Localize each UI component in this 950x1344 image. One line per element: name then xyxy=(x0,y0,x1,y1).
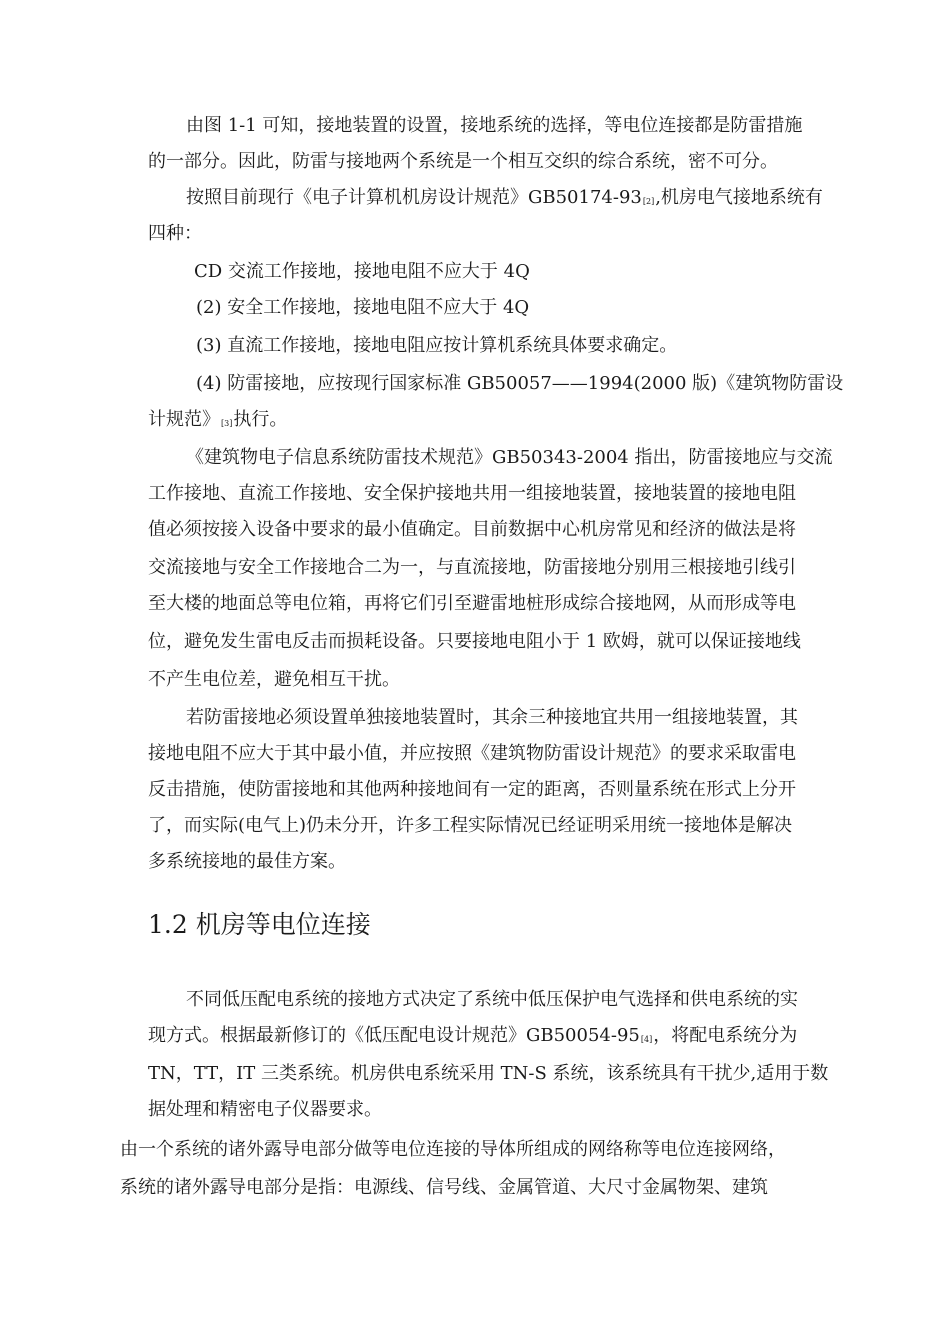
list-item-4-text-b: 执行。 xyxy=(233,409,288,430)
paragraph-6-line-1: 由一个系统的诸外露导电部分做等电位连接的导体所组成的网络称等电位连接网络， xyxy=(120,1139,786,1160)
list-item-4-line-1: (4) 防雷接地，应按现行国家标准 GB50057——1994(2000 版)《建筑物防雷设 xyxy=(196,373,844,394)
paragraph-5-line-2 xyxy=(148,1024,797,1051)
list-item-4-text-a: 计规范》 xyxy=(148,409,220,430)
paragraph-3-line-7: 不产生电位差，避免相互干扰。 xyxy=(148,669,400,690)
paragraph-4-line-2: 接地电阻不应大于其中最小值，并应按照《建筑物防雷设计规范》的要求采取雷电 xyxy=(148,743,796,764)
section-heading: 1.2 机房等电位连接 xyxy=(148,910,371,939)
paragraph-5-text-a: 现方式。根据最新修订的《低压配电设计规范》GB50054-95 xyxy=(148,1025,640,1046)
paragraph-4-line-5: 多系统接地的最佳方案。 xyxy=(148,851,346,872)
list-item-1: CD 交流工作接地，接地电阻不应大于 4Q xyxy=(194,261,530,282)
paragraph-3-line-3: 值必须按接入设备中要求的最小值确定。目前数据中心机房常见和经济的做法是将 xyxy=(148,519,796,540)
paragraph-2-line-1 xyxy=(186,186,823,213)
paragraph-2-text-a: 按照目前现行《电子计算机机房设计规范》GB50174-93 xyxy=(186,187,642,208)
paragraph-3-line-1: 《建筑物电子信息系统防雷技术规范》GB50343-2004 指出，防雷接地应与交流 xyxy=(186,447,833,468)
citation-ref-2: [2] xyxy=(642,197,655,206)
paragraph-2-line-2: 四种： xyxy=(148,223,202,244)
paragraph-1-line-1: 由图 1-1 可知，接地装置的设置，接地系统的选择，等电位连接都是防雷措施 xyxy=(186,115,803,136)
citation-ref-4: [4] xyxy=(640,1035,653,1044)
paragraph-4-line-1: 若防雷接地必须设置单独接地装置时，其余三种接地宜共用一组接地装置，其 xyxy=(186,707,798,728)
list-item-3: (3) 直流工作接地，接地电阻应按计算机系统具体要求确定。 xyxy=(196,335,678,356)
citation-ref-3: [3] xyxy=(221,419,233,428)
list-item-4-line-2 xyxy=(148,408,287,435)
paragraph-5-line-4: 据处理和精密电子仪器要求。 xyxy=(148,1099,382,1120)
paragraph-4-line-3: 反击措施，使防雷接地和其他两种接地间有一定的距离，否则量系统在形式上分开 xyxy=(148,779,796,800)
paragraph-3-line-5: 至大楼的地面总等电位箱，再将它们引至避雷地桩形成综合接地网，从而形成等电 xyxy=(148,593,796,614)
paragraph-2-text-b: ,机房电气接地系统有 xyxy=(655,187,823,208)
paragraph-3-line-2: 工作接地、直流工作接地、安全保护接地共用一组接地装置，接地装置的接地电阻 xyxy=(148,483,796,504)
paragraph-6-line-2: 系统的诸外露导电部分是指：电源线、信号线、金属管道、大尺寸金属物架、建筑 xyxy=(120,1177,768,1198)
paragraph-3-line-4: 交流接地与安全工作接地合二为一，与直流接地，防雷接地分别用三根接地引线引 xyxy=(148,557,796,578)
paragraph-3-line-6: 位，避免发生雷电反击而损耗设备。只要接地电阻小于 1 欧姆，就可以保证接地线 xyxy=(148,631,801,652)
paragraph-5-line-3: TN，TT，IT 三类系统。机房供电系统采用 TN-S 系统，该系统具有干扰少,适用于数 xyxy=(148,1063,829,1084)
paragraph-5-text-b: ，将配电系统分为 xyxy=(653,1025,798,1046)
list-item-2: (2) 安全工作接地，接地电阻不应大于 4Q xyxy=(196,297,530,318)
paragraph-5-line-1: 不同低压配电系统的接地方式决定了系统中低压保护电气选择和供电系统的实 xyxy=(186,989,798,1010)
paragraph-4-line-4: 了，而实际(电气上)仍未分开，许多工程实际情况已经证明采用统一接地体是解决 xyxy=(148,815,793,836)
paragraph-1-line-2: 的一部分。因此，防雷与接地两个系统是一个相互交织的综合系统，密不可分。 xyxy=(148,151,778,172)
